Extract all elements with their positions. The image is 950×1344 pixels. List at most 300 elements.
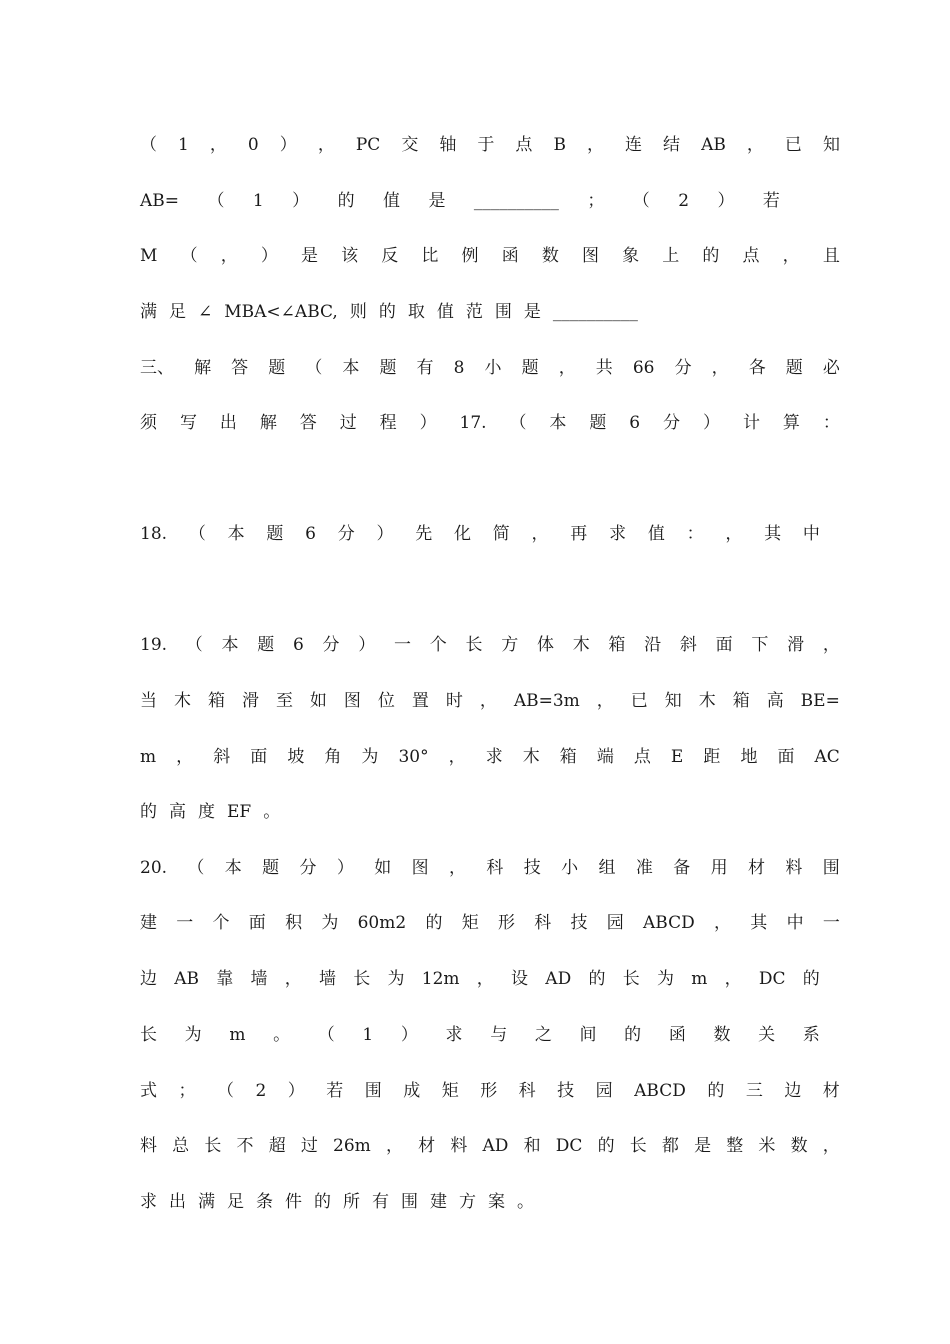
text-segment: 本 (549, 413, 567, 433)
text-segment: 中 (802, 524, 820, 544)
text-segment: 高 (169, 802, 186, 822)
text-line (140, 799, 840, 825)
text-segment: 算 (782, 413, 800, 433)
text-segment: 的 (378, 302, 396, 322)
text-segment: 围 (494, 302, 512, 322)
text-segment: 为 (387, 969, 405, 989)
text-segment: （ (317, 1025, 335, 1045)
text-segment: 求 (140, 1192, 157, 1212)
text-line (140, 1022, 820, 1048)
text-segment: 轴 (439, 135, 457, 155)
text-segment: ， (586, 135, 604, 155)
text-segment: 6 (292, 635, 304, 655)
text-segment: m (691, 969, 708, 989)
text-segment: 。 (273, 1025, 291, 1045)
text-segment: DC (555, 1136, 583, 1156)
text-segment: 函 (668, 1025, 686, 1045)
text-segment: 如 (374, 858, 392, 878)
text-segment: 解 (259, 413, 277, 433)
text-segment: 共 (595, 358, 613, 378)
text-segment: 图 (343, 691, 361, 711)
text-segment: 箱 (608, 635, 626, 655)
text-segment: 2 (255, 1081, 267, 1101)
text-segment: ， (711, 358, 729, 378)
text-segment: 若 (326, 1081, 344, 1101)
text-line (140, 243, 840, 269)
text-segment: 面 (777, 747, 795, 767)
text-segment: PC (355, 135, 381, 155)
text-segment: 反 (381, 246, 399, 266)
text-segment: 之 (534, 1025, 552, 1045)
text-segment: 写 (179, 413, 197, 433)
text-segment: 材 (748, 858, 766, 878)
text-segment: 是 (694, 1136, 712, 1156)
text-segment: 园 (606, 913, 624, 933)
text-segment: 滑 (241, 691, 259, 711)
text-segment: 不 (236, 1136, 254, 1156)
text-segment: ： (822, 413, 840, 433)
text-segment: ） (292, 191, 310, 211)
text-segment: 系 (802, 1025, 820, 1045)
text-segment: 准 (635, 858, 653, 878)
text-segment: （ (509, 413, 527, 433)
text-segment: 科 (534, 913, 552, 933)
text-segment: 函 (501, 246, 519, 266)
text-segment: AB (701, 135, 726, 155)
text-segment: 点 (515, 135, 533, 155)
text-line (140, 855, 840, 881)
text-segment: 化 (454, 524, 471, 544)
text-segment: 一 (822, 913, 840, 933)
text-segment: 材 (822, 1081, 840, 1101)
text-segment: 为 (361, 747, 379, 767)
text-segment: 知 (822, 135, 840, 155)
text-segment: 个 (212, 913, 230, 933)
text-segment: 分 (663, 413, 681, 433)
text-segment: ， (317, 135, 335, 155)
text-segment: 方 (501, 635, 519, 655)
text-segment: AC (814, 747, 840, 767)
text-segment: 分 (299, 858, 317, 878)
text-segment: 范 (465, 302, 483, 322)
text-segment: 个 (429, 635, 447, 655)
text-segment: 1 (252, 191, 264, 211)
text-segment: 斜 (213, 747, 231, 767)
text-segment: DC (758, 969, 786, 989)
text-segment: 当 (140, 691, 157, 711)
text-segment: AB= (140, 191, 180, 211)
text-segment: （ (187, 858, 205, 878)
text-segment: 本 (224, 858, 242, 878)
text-segment: 设 (511, 969, 529, 989)
text-segment: 17. (459, 413, 487, 433)
text-segment: 和 (523, 1136, 541, 1156)
text-segment: ， (782, 246, 800, 266)
text-line (140, 410, 840, 436)
text-segment: ， (822, 635, 840, 655)
text-segment: 象 (622, 246, 640, 266)
text-segment: 小 (484, 358, 502, 378)
text-segment: 建 (140, 913, 157, 933)
text-segment: 体 (536, 635, 554, 655)
text-segment: ） (260, 246, 278, 266)
text-segment: ， (724, 969, 742, 989)
text-segment: （ (140, 135, 157, 155)
text-segment: 。 (517, 1192, 534, 1212)
text-segment: 备 (673, 858, 691, 878)
text-line (140, 355, 840, 381)
text-segment: 墙 (319, 969, 337, 989)
text-segment: 所 (343, 1192, 360, 1212)
text-segment: 组 (598, 858, 616, 878)
text-segment: 分 (322, 635, 340, 655)
text-segment: 简 (492, 524, 510, 544)
text-segment: 题 (266, 524, 284, 544)
text-segment: ） (419, 413, 437, 433)
text-segment: 科 (518, 1081, 536, 1101)
text-segment: 件 (285, 1192, 302, 1212)
text-segment: 形 (497, 913, 515, 933)
text-segment: 66 (632, 358, 655, 378)
text-segment: 的 (588, 969, 606, 989)
text-segment: 是 (300, 246, 318, 266)
text-segment: M (140, 246, 158, 266)
text-segment: ， (531, 524, 549, 544)
text-segment: 已 (784, 135, 802, 155)
text-segment: B (553, 135, 566, 155)
text-segment: 长 (622, 969, 640, 989)
text-segment: AB=3m (513, 691, 580, 711)
text-segment: ） (358, 635, 376, 655)
text-segment: 上 (662, 246, 680, 266)
text-segment: AD (482, 1136, 509, 1156)
text-segment: 地 (740, 747, 758, 767)
text-segment: 技 (557, 1081, 575, 1101)
text-segment: 木 (173, 691, 191, 711)
text-segment: 的 (802, 969, 820, 989)
text-segment: 长 (353, 969, 371, 989)
text-segment: 计 (742, 413, 760, 433)
text-line (140, 1133, 840, 1159)
text-segment: （ (180, 246, 198, 266)
text-segment: 角 (324, 747, 342, 767)
text-segment: ABCD (643, 913, 695, 933)
text-segment: 用 (710, 858, 728, 878)
text-segment: ， (746, 135, 764, 155)
text-segment: 60m2 (357, 913, 407, 933)
text-segment: 过 (339, 413, 357, 433)
text-segment: 值 (436, 302, 454, 322)
text-segment: 6 (629, 413, 641, 433)
text-segment: AD (545, 969, 572, 989)
text-segment: ， (725, 524, 743, 544)
text-segment: 题 (379, 358, 397, 378)
text-line (140, 132, 840, 158)
text-segment: 米 (758, 1136, 776, 1156)
text-segment: 料 (140, 1136, 157, 1156)
text-segment: 题 (257, 635, 275, 655)
text-segment: 结 (663, 135, 681, 155)
text-segment: 成 (403, 1081, 421, 1101)
text-segment: 分 (337, 524, 355, 544)
text-segment: （ (305, 358, 323, 378)
text-segment: 的 (314, 1192, 331, 1212)
text-segment: 的 (702, 246, 720, 266)
text-line (140, 966, 820, 992)
text-segment: 木 (572, 635, 590, 655)
text-segment: ； (587, 191, 605, 211)
text-segment: 总 (172, 1136, 190, 1156)
text-segment: E (670, 747, 684, 767)
text-segment: 本 (342, 358, 360, 378)
text-segment: 建 (430, 1192, 447, 1212)
text-segment: ） (336, 858, 354, 878)
text-segment: 长 (629, 1136, 647, 1156)
text-segment: 小 (561, 858, 579, 878)
text-segment: （ (216, 1081, 234, 1101)
text-segment: 交 (401, 135, 419, 155)
text-segment: 分 (674, 358, 692, 378)
text-segment: 出 (169, 1192, 186, 1212)
text-segment: 条 (256, 1192, 273, 1212)
text-segment: ， (822, 1136, 840, 1156)
text-segment: 科 (486, 858, 504, 878)
text-segment: 0 (247, 135, 259, 155)
text-segment: 料 (450, 1136, 468, 1156)
text-segment: 数 (713, 1025, 731, 1045)
text-segment: ， (449, 858, 467, 878)
text-segment: 围 (822, 858, 840, 878)
text-segment: 形 (480, 1081, 498, 1101)
text-segment: 园 (595, 1081, 613, 1101)
text-segment: AB (174, 969, 200, 989)
text-segment: 靠 (216, 969, 234, 989)
text-segment: 须 (140, 413, 157, 433)
text-segment: 18. (140, 524, 168, 544)
text-segment: 的 (337, 191, 355, 211)
text-segment: 再 (570, 524, 588, 544)
text-segment: 1 (178, 135, 189, 155)
text-segment: 一 (394, 635, 412, 655)
text-segment: 足 (169, 302, 186, 322)
text-segment: 箱 (732, 691, 750, 711)
text-segment: ， (714, 913, 732, 933)
text-segment: 面 (715, 635, 733, 655)
text-segment: 20. (140, 858, 168, 878)
text-segment: 其 (764, 524, 782, 544)
text-segment: 取 (407, 302, 425, 322)
text-segment: 的 (140, 802, 157, 822)
text-segment: 三、 (140, 358, 174, 378)
text-segment: 各 (748, 358, 766, 378)
text-segment: ） (717, 191, 735, 211)
text-segment: 值 (383, 191, 401, 211)
text-line (140, 910, 840, 936)
text-segment: 技 (523, 858, 541, 878)
text-segment: 则 (349, 302, 367, 322)
text-segment: 题 (785, 358, 803, 378)
text-segment: 图 (411, 858, 429, 878)
text-line (140, 521, 820, 547)
text-segment: 技 (570, 913, 588, 933)
text-segment: 知 (664, 691, 682, 711)
text-segment: 该 (341, 246, 359, 266)
text-segment: 三 (745, 1081, 763, 1101)
text-segment: 比 (421, 246, 439, 266)
text-segment: 已 (630, 691, 648, 711)
text-segment: 端 (596, 747, 614, 767)
text-segment: 如 (309, 691, 327, 711)
text-segment: BE= (800, 691, 840, 711)
text-segment: 点 (742, 246, 760, 266)
text-segment: 。 (263, 802, 281, 822)
text-segment: 题 (268, 358, 286, 378)
text-segment: ， (284, 969, 302, 989)
text-segment: 矩 (461, 913, 479, 933)
text-segment: EF (227, 802, 252, 822)
text-segment: 点 (633, 747, 651, 767)
text-segment: 长 (204, 1136, 222, 1156)
text-segment: （ (185, 635, 203, 655)
text-segment: 有 (372, 1192, 389, 1212)
text-segment: 19. (140, 635, 168, 655)
text-segment: 足 (227, 1192, 244, 1212)
text-segment: 2 (678, 191, 690, 211)
text-segment: 式 (140, 1081, 157, 1101)
text-segment: 答 (299, 413, 317, 433)
text-segment: 其 (750, 913, 768, 933)
text-line (140, 188, 780, 214)
text-segment: 案 (488, 1192, 505, 1212)
text-segment: 且 (822, 246, 840, 266)
text-segment: 边 (784, 1081, 802, 1101)
text-segment: ∠ (198, 302, 213, 322)
text-segment: 求 (485, 747, 503, 767)
text-segment: 间 (579, 1025, 597, 1045)
text-line (140, 632, 840, 658)
text-segment: 题 (589, 413, 607, 433)
text-segment: 有 (416, 358, 434, 378)
text-segment: 面 (250, 747, 268, 767)
text-segment: 的 (597, 1136, 615, 1156)
text-segment: 30° (398, 747, 429, 767)
text-segment: 坡 (287, 747, 305, 767)
text-segment: 木 (698, 691, 716, 711)
text-segment: 12m (421, 969, 460, 989)
text-segment: 先 (415, 524, 433, 544)
text-segment: ABCD (634, 1081, 686, 1101)
text-segment: 6 (305, 524, 316, 544)
text-segment: 求 (445, 1025, 463, 1045)
text-segment: 于 (477, 135, 495, 155)
text-segment: 矩 (441, 1081, 459, 1101)
text-segment: 度 (198, 802, 215, 822)
text-line (140, 299, 710, 325)
text-segment: 面 (248, 913, 266, 933)
text-segment: ， (176, 747, 194, 767)
text-segment: 8 (453, 358, 465, 378)
text-segment: 若 (762, 191, 780, 211)
text-segment: 为 (321, 913, 339, 933)
text-segment: 至 (275, 691, 293, 711)
text-segment: 答 (231, 358, 249, 378)
text-segment: ： (686, 524, 704, 544)
text-segment: 为 (184, 1025, 202, 1045)
text-segment: 沿 (644, 635, 662, 655)
text-segment: 是 (523, 302, 541, 322)
text-segment: 箱 (207, 691, 225, 711)
text-segment: 中 (786, 913, 804, 933)
answer-blank: __________ (552, 302, 638, 322)
text-segment: 材 (418, 1136, 436, 1156)
text-segment: 木 (522, 747, 540, 767)
text-line (140, 744, 840, 770)
text-segment: ） (400, 1025, 418, 1045)
text-segment: 出 (219, 413, 237, 433)
text-segment: ） (287, 1081, 305, 1101)
text-line (140, 1078, 840, 1104)
text-segment: 的 (624, 1025, 642, 1045)
text-segment: 滑 (787, 635, 805, 655)
text-segment: 图 (581, 246, 599, 266)
text-segment: ， (476, 969, 494, 989)
text-segment: ， (385, 1136, 403, 1156)
text-segment: 连 (625, 135, 643, 155)
text-segment: 的 (707, 1081, 725, 1101)
text-segment: 墙 (250, 969, 268, 989)
text-segment: 1 (362, 1025, 374, 1045)
text-segment: 时 (445, 691, 463, 711)
text-segment: 例 (461, 246, 479, 266)
text-segment: ， (596, 691, 614, 711)
text-segment: ， (448, 747, 466, 767)
text-segment: 置 (411, 691, 429, 711)
text-segment: ） (279, 135, 297, 155)
text-segment: 题 (262, 858, 280, 878)
text-segment: 过 (300, 1136, 318, 1156)
text-segment: 围 (364, 1081, 382, 1101)
text-segment: （ (207, 191, 225, 211)
text-segment: m (229, 1025, 246, 1045)
text-segment: （ (188, 524, 206, 544)
text-segment: 解 (194, 358, 212, 378)
text-segment: ， (209, 135, 227, 155)
text-segment: 程 (379, 413, 397, 433)
text-segment: 都 (661, 1136, 679, 1156)
text-segment: 与 (490, 1025, 508, 1045)
text-segment: ， (220, 246, 238, 266)
text-segment: ， (479, 691, 497, 711)
text-segment: ） (703, 413, 720, 433)
text-segment: 料 (785, 858, 803, 878)
text-segment: 围 (401, 1192, 418, 1212)
text-segment: 必 (822, 358, 840, 378)
text-segment: 26m (333, 1136, 371, 1156)
text-segment: 本 (227, 524, 245, 544)
text-segment: 是 (428, 191, 446, 211)
text-segment: 求 (609, 524, 627, 544)
text-segment: 斜 (679, 635, 697, 655)
text-segment: 边 (140, 969, 157, 989)
text-segment: 关 (758, 1025, 776, 1045)
text-segment: 方 (459, 1192, 476, 1212)
text-segment: （ (632, 191, 650, 211)
text-segment: m (140, 747, 157, 767)
answer-blank: __________ (473, 191, 559, 211)
text-segment: 数 (541, 246, 559, 266)
text-segment: ） (376, 524, 394, 544)
text-segment: 为 (656, 969, 674, 989)
